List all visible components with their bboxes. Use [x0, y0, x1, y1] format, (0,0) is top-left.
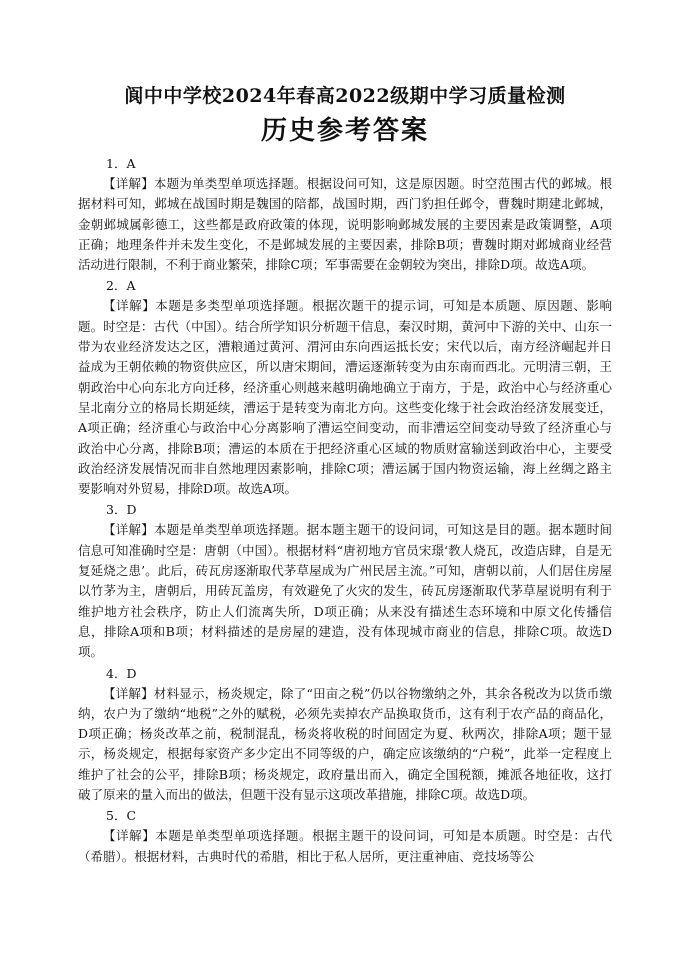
- answer-key-title: 历史参考答案: [260, 116, 429, 146]
- exam-title: 阆中中学校2024年春高2022级期中学习质量检测: [124, 85, 566, 107]
- question-2: [78, 276, 612, 499]
- question-number: 3．D: [106, 502, 137, 518]
- question-explanation: 【详解】本题是单类型单项选择题。根据主题干的设问词，可知是本质题。时空是：古代（希腊）。根据材料，古典时代的希腊，相比于私人居所，更注重神庙、竞技场等公: [78, 828, 612, 864]
- question-number: 4．D: [106, 665, 137, 681]
- question-number: 2．A: [106, 278, 136, 294]
- question-explanation: 【详解】本题是单类型单项选择题。据本题主题干的设问词，可知这是目的题。据本题时间信息可知准确时空是：唐朝（中国）。根据材料“唐初地方官员宋璟‘教人烧瓦，改造店肆，自是无复延烧之患’。此后，砖瓦房逐渐取代茅草屋成为广州民居主流。”可知，唐朝以前，人们居住房屋以竹茅为主，唐朝后，用砖瓦盖房，有效避免了火灾的发生，砖瓦房逐渐取代茅草屋说明有利于维护地方社会秩序，防止人们流离失所，D项正确；从来没有描述生态环境和中原文化传播信息，排除A项和B项；材料描述的是房屋的建造，没有体现城市商业的信息，排除C项。故选D项。: [78, 522, 612, 660]
- question-5: [78, 806, 612, 867]
- question-explanation: 【详解】材料显示，杨炎规定，除了“田亩之税”仍以谷物缴纳之外，其余各税改为以货币缴纳，农户为了缴纳“地税”之外的赋税，必须先卖掉农产品换取货币，这有利于农产品的商品化，D项正确；杨炎改革之前，税制混乱，杨炎将收税的时间固定为夏、秋两次，排除A项；题干显示，杨炎规定，根据每家资产多少定出不同等级的户，确定应该缴纳的“户税”，此举一定程度上维护了社会的公平，排除B项；杨炎规定，政府量出而入，确定全国税额，摊派各地征收，这打破了原来的量入而出的做法，但题干没有显示这项改革措施，排除C项。故选D项。: [78, 685, 612, 803]
- question-1: [78, 154, 612, 275]
- question-explanation: 【详解】本题为单类型单项选择题。根据设问可知，这是原因题。时空范围古代的邺城。根据材料可知，邺城在战国时期是魏国的陪都，战国时期，西门豹担任邺令，曹魏时期建北邺城，金朝邺城属彰德工，这些都是政府政策的体现，说明影响邺城发展的主要因素是政策调整，A项正确；地理条件并未发生变化，不是邺城发展的主要因素，排除B项；曹魏时期对邺城商业经营活动进行限制，不利于商业繁荣，排除C项；军事需要在金朝较为突出，排除D项。故选A项。: [78, 176, 612, 273]
- question-3: [78, 500, 612, 662]
- question-number: 1．A: [106, 156, 136, 171]
- question-4: [78, 664, 612, 806]
- question-number: 5．C: [106, 808, 137, 824]
- question-explanation: 【详解】本题是多类型单项选择题。根据次题干的提示词，可知是本质题、原因题、影响题。时空是：古代（中国）。结合所学知识分析题干信息，秦汉时期，黄河中下游的关中、山东一带为农业经济发达之区，漕粮通过黄河、渭河由东向西运抵长安；宋代以后，南方经济崛起并日益成为王朝依赖的物资供应区，所以唐宋期间，漕运逐渐转变为由东南而西北。元明清三朝，王朝政治中心向东北方向迁移，经济重心则越来越明确地确立于南方，于是，政治中心与经济重心呈北南分立的格局长期延续，漕运于是转变为南北方向。这些变化缘于社会政治经济发展变迁，A项正确；经济重心与政治中心分离影响了漕运空间变动，而非漕运空间变动导致了经济重心与政治中心分离，排除B项；漕运的本质在于把经济重心区域的物质财富输送到政治中心，主要受政治经济发展情况而非自然地理因素影响，排除C项；漕运属于国内物资运输，海上丝绸之路主要影响对外贸易，排除D项。故选A项。: [78, 298, 612, 497]
